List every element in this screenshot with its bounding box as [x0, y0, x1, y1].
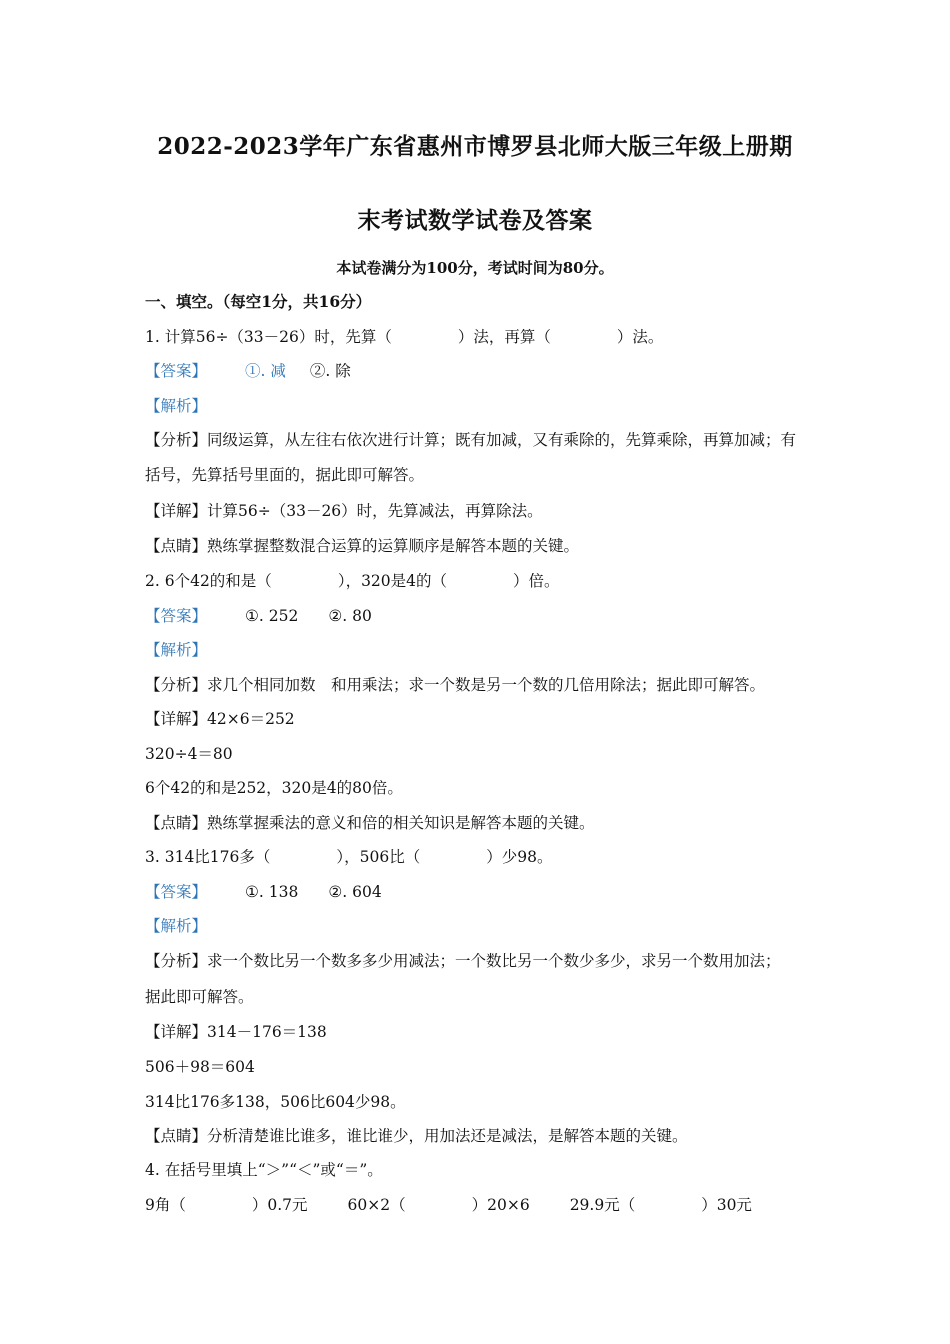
xiangjie-2-label: 【详解】: [145, 710, 208, 728]
exam-subtitle: 本试卷满分为100分，考试时间为80分。: [336, 259, 614, 277]
q4-item-1-a: 9角（: [145, 1196, 186, 1214]
xiangjie-3-text: 314－176＝138: [207, 1023, 327, 1041]
answer-3-value-2: ②. 604: [328, 883, 382, 901]
fenxi-1: [145, 429, 796, 451]
analysis-2-label: 【解析】: [145, 641, 208, 659]
dianjing-1-text: 熟练掌握整数混合运算的运算顺序是解答本题的关键。: [207, 537, 580, 555]
dianjing-2-text: 熟练掌握乘法的意义和倍的相关知识是解答本题的关键。: [207, 814, 595, 832]
dianjing-2: [145, 812, 595, 834]
question-3-text-a: 3. 314比176多（: [145, 848, 271, 866]
answer-1: [145, 360, 351, 382]
answer-2-label: 【答案】: [145, 607, 208, 625]
question-1-text-a: 1. 计算56÷（33－26）时，先算（: [145, 328, 392, 346]
page-title-line1: 2022-2023学年广东省惠州市博罗县北师大版三年级上册期: [157, 133, 793, 160]
fenxi-1-label: 【分析】: [145, 431, 208, 449]
xiangjie-3-label: 【详解】: [145, 1023, 208, 1041]
question-3-text-b: ），506比（: [336, 848, 421, 866]
xiangjie-3-line2: 506＋98＝604: [145, 1058, 255, 1076]
answer-1-label: 【答案】: [145, 362, 208, 380]
fenxi-2-text: 求几个相同加数 和用乘法；求一个数是另一个数的几倍用除法；据此即可解答。: [207, 676, 766, 694]
xiangjie-2-text: 42×6＝252: [207, 710, 295, 728]
xiangjie-3-line3: 314比176多138，506比604少98。: [145, 1093, 406, 1111]
fenxi-3-cont: 据此即可解答。: [145, 988, 254, 1006]
xiangjie-1-label: 【详解】: [145, 502, 208, 520]
section-heading: 一、填空。（每空1分，共16分）: [145, 292, 372, 311]
analysis-3-label: 【解析】: [145, 917, 208, 935]
question-3: [145, 846, 552, 868]
q4-item-3-b: ）30元: [701, 1196, 752, 1214]
xiangjie-1: [145, 500, 543, 522]
analysis-1-label: 【解析】: [145, 397, 208, 415]
question-2-text-a: 2. 6个42的和是（: [145, 572, 272, 590]
answer-2-value-2: ②. 80: [328, 607, 372, 625]
fenxi-3-text: 求一个数比另一个数多多少用减法；一个数比另一个数少多少，求另一个数用加法；: [207, 952, 781, 970]
question-4: 4. 在括号里填上“＞”“＜”或“＝”。: [145, 1161, 383, 1179]
answer-1-value-1: ①. 减: [245, 362, 286, 380]
dianjing-1: [145, 535, 579, 557]
dianjing-3: [145, 1125, 688, 1147]
question-2: [145, 570, 560, 592]
xiangjie-2-line3: 6个42的和是252，320是4的80倍。: [145, 779, 403, 797]
fenxi-3-label: 【分析】: [145, 952, 208, 970]
question-3-text-c: ）少98。: [486, 848, 553, 866]
answer-2-value-1: ①. 252: [245, 607, 299, 625]
answer-3: [145, 881, 382, 903]
q4-item-1-b: ）0.7元: [251, 1196, 308, 1214]
xiangjie-2-line2: 320÷4＝80: [145, 745, 233, 763]
q4-item-3-a: 29.9元（: [569, 1196, 636, 1214]
xiangjie-2: [145, 708, 295, 730]
fenxi-3: [145, 950, 781, 972]
q4-item-2-a: 60×2（: [347, 1196, 406, 1214]
page-title-line2: 末考试数学试卷及答案: [357, 207, 593, 234]
fenxi-2-label: 【分析】: [145, 676, 208, 694]
fenxi-2: [145, 674, 765, 696]
fenxi-1-text: 同级运算，从左往右依次进行计算；既有加减，又有乘除的，先算乘除，再算加减；有: [207, 431, 797, 449]
answer-1-value-2: ②. 除: [309, 362, 351, 380]
fenxi-1-cont: 括号，先算括号里面的，据此即可解答。: [145, 466, 425, 484]
question-2-text-b: ），320是4的（: [337, 572, 448, 590]
dianjing-1-label: 【点睛】: [145, 537, 208, 555]
question-1-text-c: ）法。: [616, 328, 664, 346]
xiangjie-1-text: 计算56÷（33－26）时，先算减法，再算除法。: [207, 502, 543, 520]
dianjing-3-label: 【点睛】: [145, 1127, 208, 1145]
answer-3-value-1: ①. 138: [245, 883, 299, 901]
dianjing-2-label: 【点睛】: [145, 814, 208, 832]
xiangjie-3: [145, 1021, 327, 1043]
question-1: [145, 326, 663, 348]
q4-item-2-b: ）20×6: [471, 1196, 530, 1214]
answer-3-label: 【答案】: [145, 883, 208, 901]
dianjing-3-text: 分析清楚谁比谁多，谁比谁少，用加法还是减法，是解答本题的关键。: [207, 1127, 688, 1145]
question-4-items: [145, 1194, 752, 1216]
question-1-text-b: ）法，再算（: [457, 328, 551, 346]
answer-2: [145, 605, 372, 627]
question-2-text-c: ）倍。: [513, 572, 560, 590]
